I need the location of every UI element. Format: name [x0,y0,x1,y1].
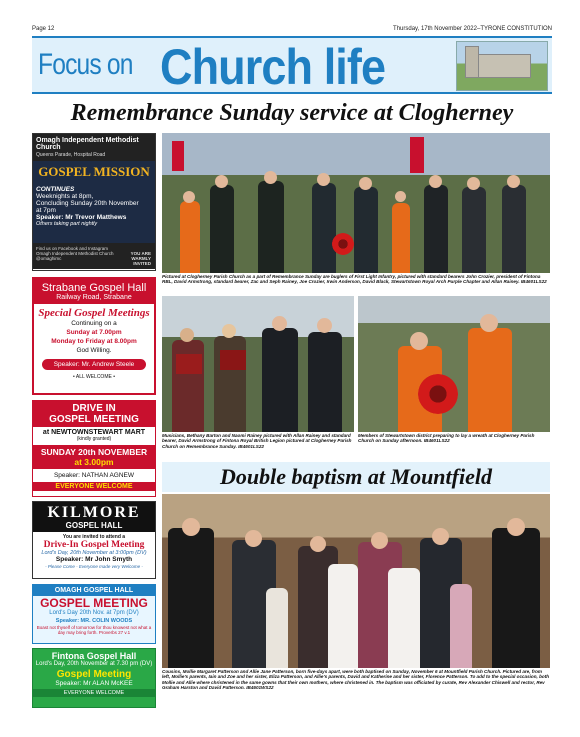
ad-kindly: (kindly granted) [76,436,112,442]
headline-remembrance: Remembrance Sunday service at Clogherney [70,100,514,126]
caption-musicians: Musicians, Bethany Barton and Naomi Rainey pictured with Allan Rainey and standard bearer, David Armstrong of Fintona Royal British Legion pictured at Clogherney Parish Church on Remembrance Sunday. IB4601LS22 [162,433,352,449]
ad-sunday: Sunday at 7.00pm [66,329,122,336]
person-figure [450,584,472,668]
ad-continuing: Continuing on a [71,320,117,327]
ad-social-facebook: Omagh Independent Methodist Church [36,251,114,256]
ad-when: Lord's Day, 20th November at 7.30 pm (DV) [35,661,153,667]
person-head [395,191,406,202]
ad-when: Lord's Day, 20th November at 3:00pm (DV) [41,550,147,556]
person-head [180,328,194,342]
ad-speaker: Speaker: Mr John Smyth [55,556,133,563]
person-head [215,175,228,188]
ad-fintona [32,648,156,708]
headline-baptism: Double baptism at Mountfield [162,462,550,492]
ad-welcome: EVERYONE WELCOME [33,482,155,491]
person-figure [308,332,342,432]
ad-when: Lord's Day 20th Nov. at 7pm (DV) [49,610,139,616]
ad-meeting: Gospel Meeting [56,669,132,680]
person-figure [180,201,200,273]
ad-kilmore [32,501,156,579]
ad-line: Weeknights at 8pm, [36,193,94,200]
ad-speaker: Speaker: Mr. Andrew Steele [42,359,146,370]
church-tower-shape [465,46,479,78]
ad-please: - Please Come - Everyone made very Welcome - [45,564,143,569]
christening-gown [328,564,358,668]
person-figure [354,187,378,273]
poppy-wreath [332,233,354,255]
ad-address: Railway Road, Strabane [34,294,154,304]
ad-title: OMAGH GOSPEL HALL [33,585,155,596]
ad-others: Others taking part nightly [36,221,98,227]
photo-remembrance-group [162,133,550,273]
ad-title: Fintona Gospel Hall [51,651,137,661]
person-head [410,332,428,350]
person-head [371,532,388,549]
date-and-paper: Thursday, 17th November 2022–TYRONE CONSTITUTION [393,26,552,32]
person-figure [258,181,284,273]
ad-footer [33,243,155,269]
ad-title: Omagh Independent Methodist Church [33,134,155,152]
ad-invited: You are invited to attend a [62,534,126,540]
ad-weekday: Monday to Friday at 8.00pm [51,338,137,345]
person-figure [424,185,448,273]
ad-title-line2: GOSPEL MEETING [49,414,139,425]
page-header [32,26,552,36]
ad-quote: Boast not thyself of tomorrow for thou knowest not what a day may bring forth. Proverbs 27 v.1 [36,625,152,635]
caption-baptism: Cousins, Mollie Margaret Patterson and Allie Jane Patterson, born five-days apart, were both baptised on Sunday, November 6 at Mountfield Parish Church. Pictured are, from left, Mollie's parents, Iain and Zoe and her sister, Eliza Patterson, and Allie's parents, David and Katherine and her sister, Florence Patterson. To add to the special occasion, both Mollie and Allie where christened in the same gowns that their own mothers, where christened in. The baptism was officiated by curate, Rev Alexander Chiswell and rector, Rev Graham Harston and David Patterson. IB4601WS22 [162,669,550,691]
masthead [32,36,552,94]
accordion [176,354,202,374]
person-figure [502,185,526,273]
accordion [220,350,246,370]
person-figure [492,528,540,668]
ad-social: Find us on Facebook and Instagram [36,246,109,251]
ad-welcome: • ALL WELCOME • [73,374,115,380]
caption-wreath-members: Members of Stewartstown district preparing to lay a wreath at Clogherney Parish Church on Sunday afternoon. IB4601LS22 [358,433,535,444]
person-head [183,191,195,203]
person-head [222,324,236,338]
ad-date [33,445,155,469]
caption-remembrance-group: Pictured at Clogherney Parish Church as a part of Remembrance Sunday are buglers of First Light Infantry, pictured with standard bearers John Crozier, president of Fintona RBL, David Armstrong, standard bearer, Zac and Seph Rainey, Joe Crozier, Irwin Anderson, David Black, Stewartstown Royal Arch Purple Chapter and Allan Rainey. IB4601LS22 [162,274,547,285]
ad-address: Queens Parade, Hospital Road [33,152,155,161]
ad-omagh-gospel-hall [32,584,156,644]
person-figure [462,187,486,273]
ad-social-instagram: @omaghimc [36,256,62,261]
ad-god-willing: God Willing. [76,347,112,354]
ad-speaker: Speaker: Mr ALAN McKEE [55,680,133,687]
ad-strabane [32,277,156,395]
person-head [317,318,332,333]
standard-flag [410,137,424,173]
ad-title: Strabane Gospel Hall [34,279,154,294]
masthead-church-life: Church life [160,39,386,95]
church-building-shape [475,54,531,78]
person-figure [262,328,298,432]
person-head [507,518,525,536]
church-thumbnail-image [456,41,548,91]
christening-gown [388,568,420,668]
person-head [310,536,326,552]
ad-date-line1: SUNDAY 20th NOVEMBER [40,447,148,457]
ad-speaker: Speaker: Mr Trevor Matthews [36,214,127,221]
ad-title: KILMORE [33,502,155,521]
person-head [264,171,277,184]
ad-speaker: Speaker: NATHAN AGNEW [53,472,135,479]
photo-musicians [162,296,354,432]
standard-flag [172,141,184,171]
person-figure [468,328,512,432]
ad-meeting: GOSPEL MEETING [40,596,148,610]
ad-speaker: Speaker: MR. COLIN WOODS [55,618,133,624]
person-figure [392,203,410,273]
ad-title [33,401,155,427]
person-head [359,177,372,190]
ad-body [33,183,155,243]
ad-location: at NEWTOWNSTEWART MART [42,429,146,436]
photo-wreath-members [358,296,550,432]
ad-drive-in [32,400,156,497]
ad-continues: CONTINUES [36,186,75,193]
ad-special: Special Gospel Meetings [38,307,150,319]
person-figure [312,183,336,273]
ad-title-line1: DRIVE IN [72,403,116,414]
person-head [245,530,262,547]
page-number: Page 12 [32,26,55,32]
ad-welcome: YOU ARE WARMLY INVITED [130,251,151,266]
person-head [432,528,449,545]
ad-omagh-methodist [32,133,156,271]
person-head [429,175,442,188]
person-head [480,314,498,332]
ad-mission-title: GOSPEL MISSION [33,161,155,183]
ad-subtitle: GOSPEL HALL [33,521,155,532]
poppy-wreath [418,374,458,414]
person-figure [266,588,288,668]
ad-line: at 7pm [36,207,56,214]
photo-baptism [162,494,550,668]
person-head [182,518,200,536]
masthead-focus-on: Focus on [38,48,133,81]
person-head [272,316,287,331]
ad-drive-in: Drive-In Gospel Meeting [43,540,145,550]
person-head [317,173,330,186]
person-head [507,175,520,188]
person-figure [168,528,214,668]
ad-date-line2: at 3.00pm [74,457,114,467]
person-head [467,177,480,190]
person-figure [210,185,234,273]
ad-welcome: EVERYONE WELCOME [33,689,155,697]
ad-line: Concluding Sunday 20th November [36,200,139,207]
